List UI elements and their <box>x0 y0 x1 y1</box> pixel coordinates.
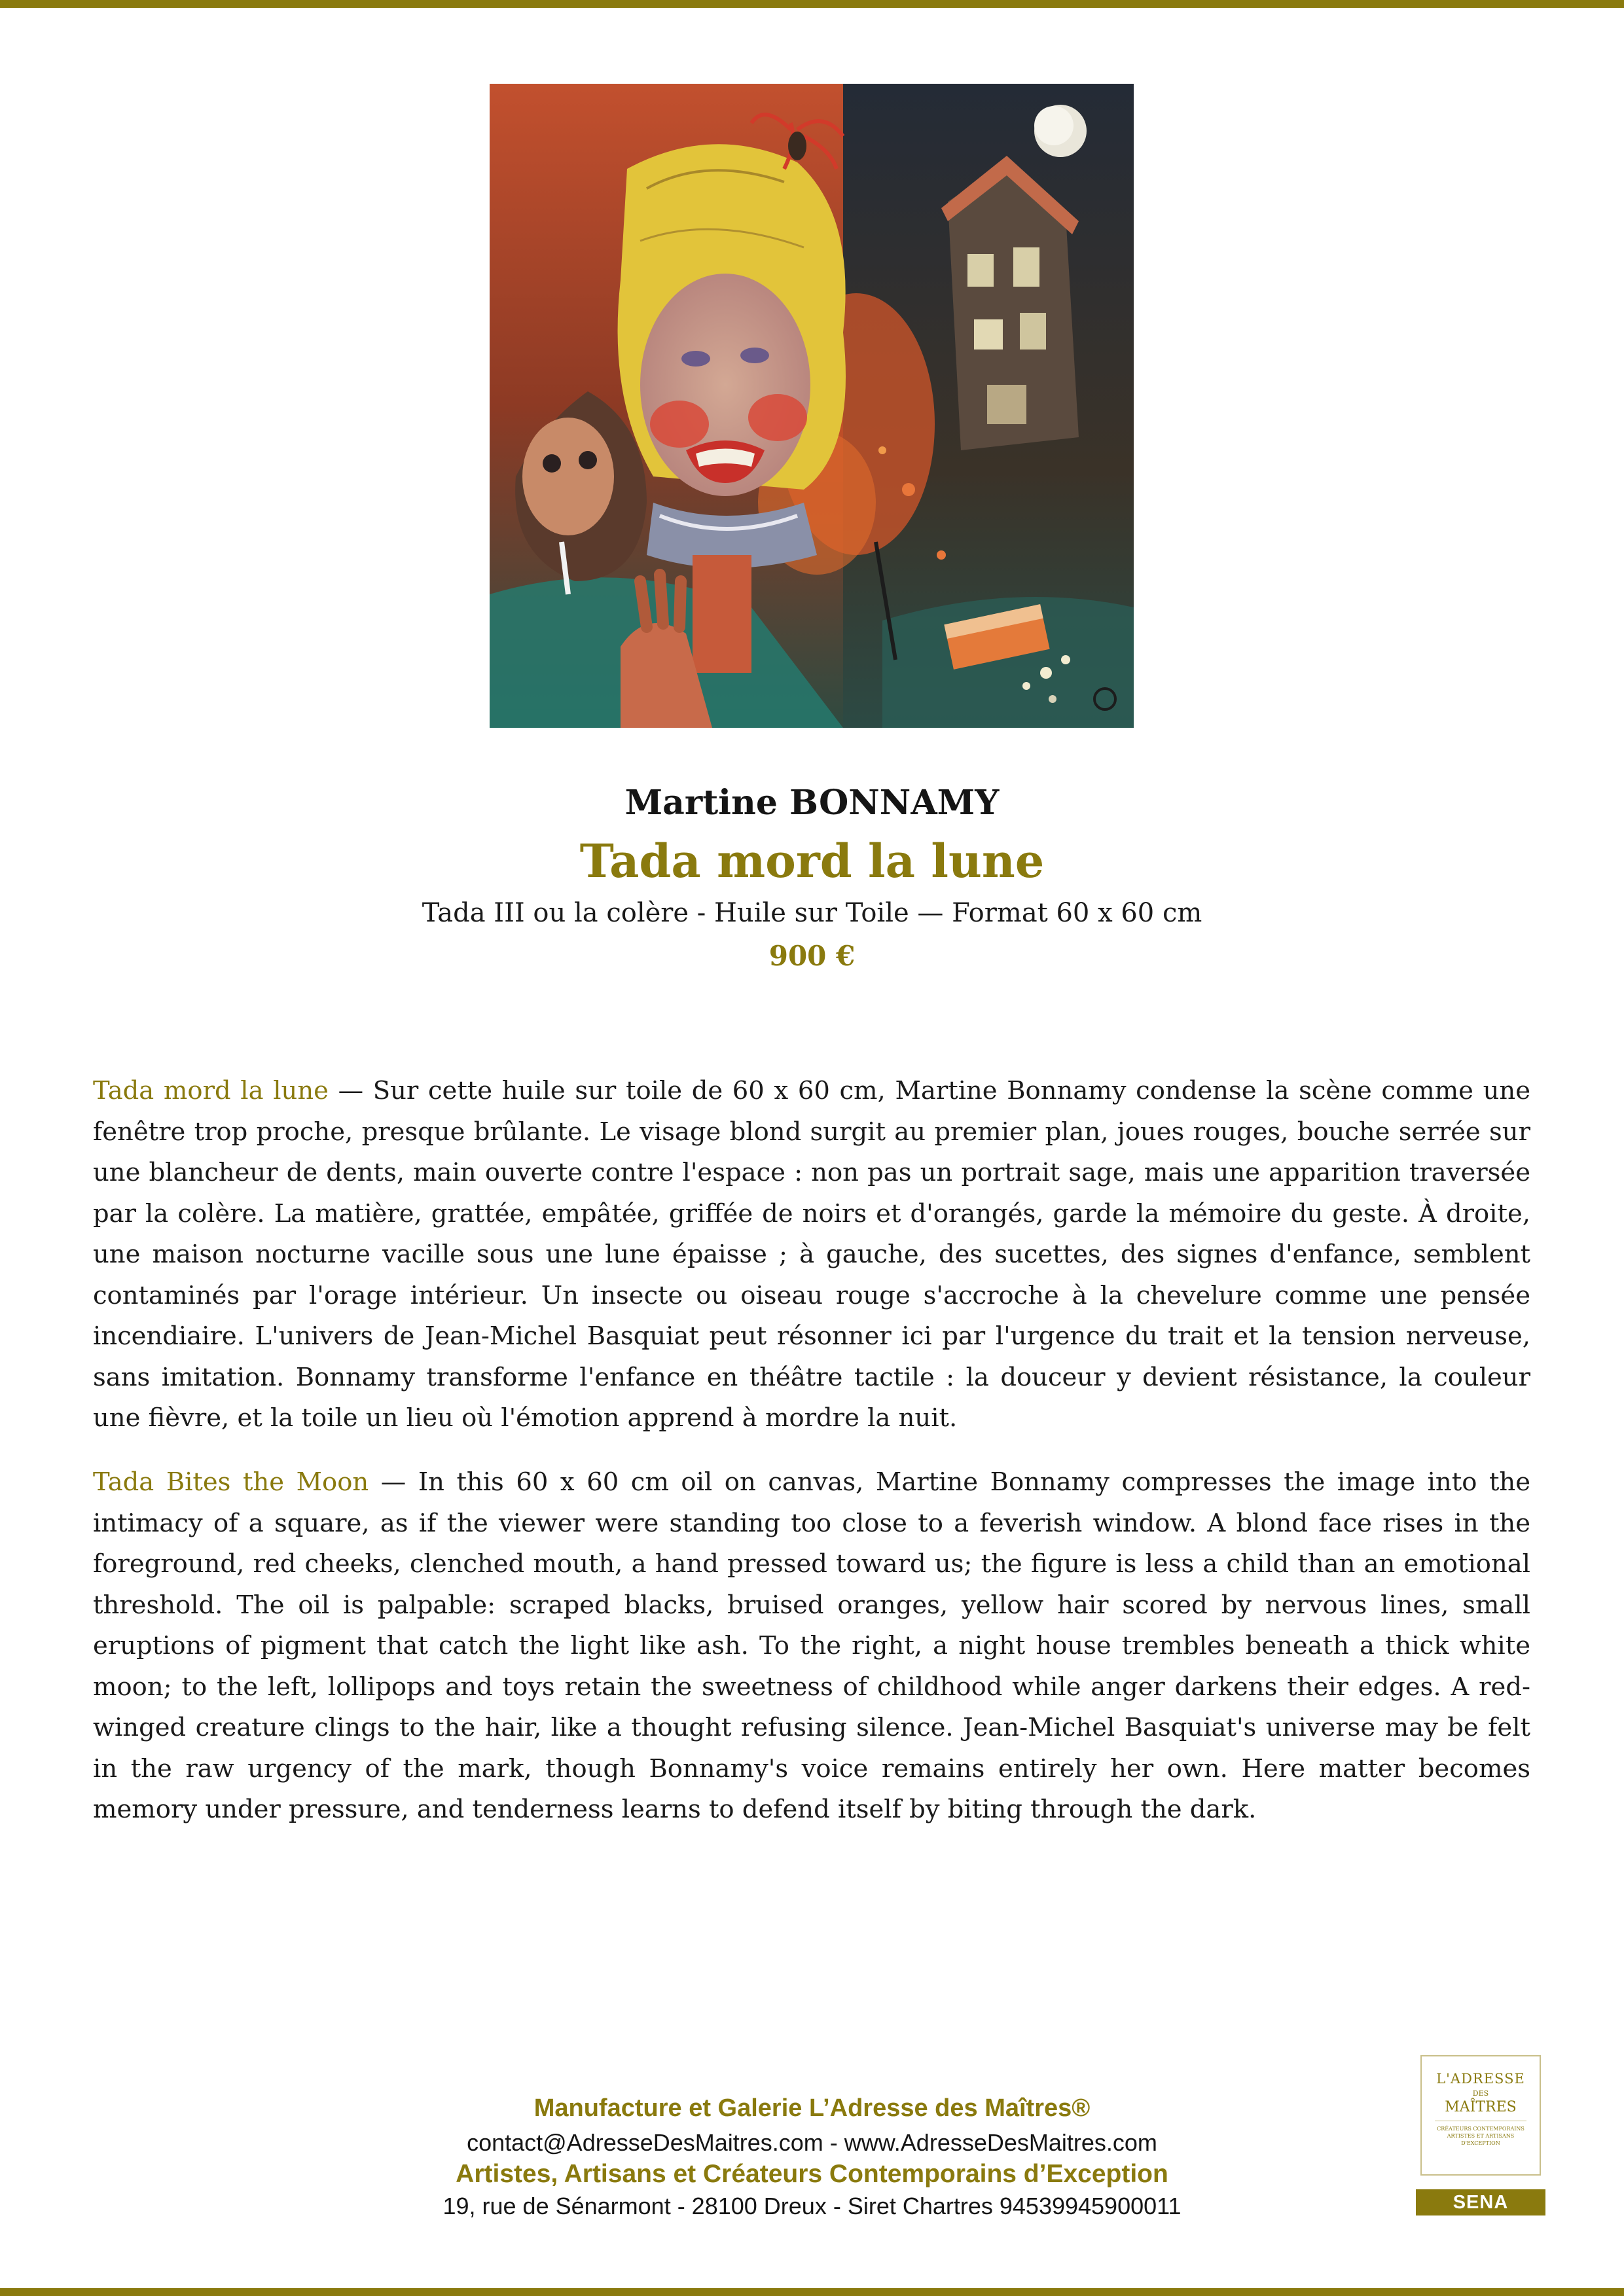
logo-line-1: L'ADRESSE <box>1436 2071 1525 2087</box>
description-french <box>93 1071 1530 1439</box>
artwork-subtitle: Tada III ou la colère - Huile sur Toile — Format 60 x 60 cm <box>422 898 1202 928</box>
logo-line-4: CRÉATEURS CONTEMPORAINS ARTISTES ET ARTISANS D'EXCEPTION <box>1437 2126 1525 2146</box>
description-french-lead: Tada mord la lune <box>93 1076 329 1105</box>
artist-name: Martine BONNAMY <box>624 783 1000 823</box>
footer-gallery-name: Manufacture et Galerie L’Adresse des Maîtres® <box>533 2094 1091 2122</box>
description-english-text: — In this 60 x 60 cm oil on canvas, Martine Bonnamy compresses the image into the intimacy of a square, as if the viewer were standing too close to a feverish window. A blond face rises in the foreground, red cheeks, clenched mouth, a hand pressed toward us; the figure is less a child than an emotional threshold. The oil is palpable: scraped blacks, bruised oranges, yellow hair scored by nervous lines, small eruptions of pigment that catch the light like ash. To the right, a night house trembles beneath a thick white moon; to the left, lollipops and toys retain the sweetness of childhood while anger darkens their edges. A red-winged creature clings to the hair, like a thought refusing silence. Jean-Michel Basquiat's universe may be felt in the raw urgency of the mark, though Bonnamy's voice remains entirely her own. Here matter becomes memory under pressure, and tenderness learns to defend itself by biting through the dark. <box>93 1467 1531 1824</box>
artwork-price: 900 € <box>768 940 856 972</box>
description-english <box>93 1462 1530 1831</box>
description-french-text: — Sur cette huile sur toile de 60 x 60 cm, Martine Bonnamy condense la scène comme une fenêtre trop proche, presque brûlante. Le visage blond surgit au premier plan, joues rouges, bouche serrée sur une blancheur de dents, main ouverte contre l'espace : non pas un portrait sage, mais une apparition traversée par la colère. La matière, grattée, empâtée, griffée de noirs et d'orangés, garde la mémoire du geste. À droite, une maison nocturne vacille sous une lune épaisse ; à gauche, des sucettes, des signes d'enfance, semblent contaminés par l'orage intérieur. Un insecte ou oiseau rouge s'accroche à la chevelure comme une pensée incendiaire. L'univers de Jean-Michel Basquiat peut résonner ici par l'urgence du trait et la tension nerveuse, sans imitation. Bonnamy transforme l'enfance en théâtre tactile : la douceur y devient résistance, la couleur une fièvre, et la toile un lieu où l'émotion apprend à mordre la nuit. <box>93 1076 1530 1433</box>
top-border <box>0 0 1624 8</box>
bottom-border <box>0 2288 1624 2296</box>
logo-line-2: DES <box>1472 2089 1489 2098</box>
artwork-title: Tada mord la lune <box>579 834 1045 888</box>
description-english-lead: Tada Bites the Moon <box>93 1467 369 1497</box>
sena-badge: SENA <box>1416 2189 1545 2215</box>
footer-address: 19, rue de Sénarmont - 28100 Dreux - Siret Chartres 94539945900011 <box>442 2193 1182 2219</box>
footer-contact: contact@AdresseDesMaitres.com - www.AdresseDesMaitres.com <box>467 2129 1157 2156</box>
gallery-logo <box>1420 2055 1541 2176</box>
logo-line-3: MAÎTRES <box>1445 2099 1517 2115</box>
artwork-image <box>490 84 1134 728</box>
footer-tagline: Artistes, Artisans et Créateurs Contemporains d’Exception <box>456 2160 1168 2188</box>
